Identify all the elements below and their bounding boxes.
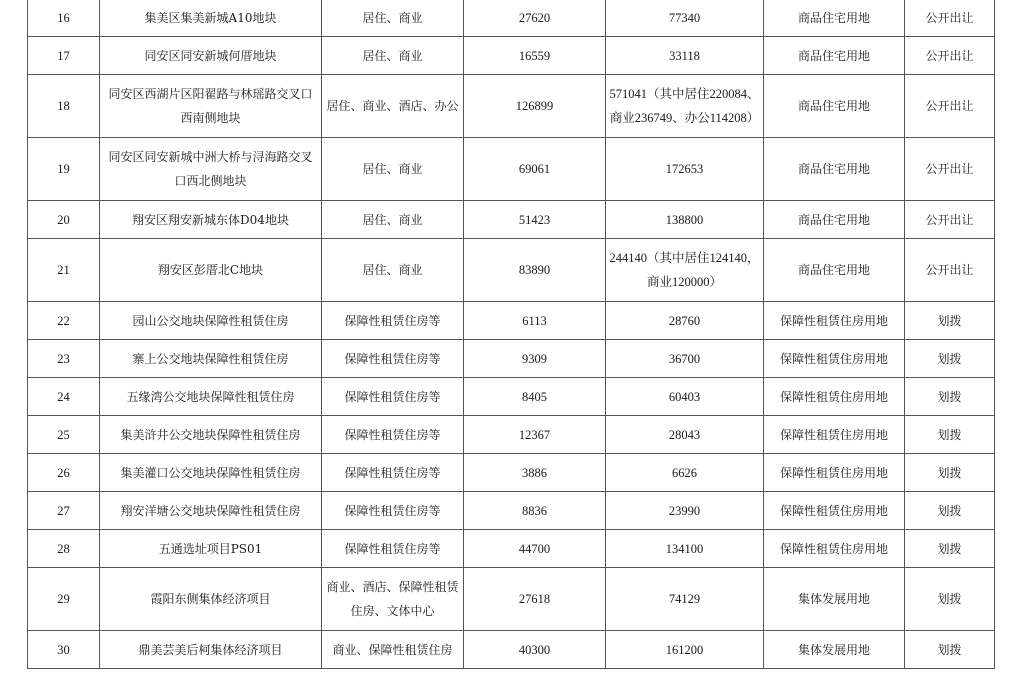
cell-land-type	[764, 138, 905, 201]
cell-floor-area	[606, 37, 764, 75]
cell-land-area-text: 3886	[522, 465, 547, 480]
cell-parcel-name-text: 同安区西湖片区阳翟路与林瑶路交叉口 西南侧地块	[108, 87, 313, 125]
cell-land-type-text: 保障性租赁住房用地	[779, 541, 888, 556]
cell-land-area	[464, 530, 606, 568]
cell-parcel-name	[100, 492, 322, 530]
cell-supply-method-text: 公开出让	[925, 99, 974, 113]
cell-floor-area-text: 244140（其中居住124140， 商业120000）	[609, 251, 760, 289]
cell-floor-area-text: 161200	[665, 642, 704, 657]
cell-no-text: 16	[57, 10, 70, 25]
cell-supply-method	[905, 302, 995, 340]
cell-supply-method	[905, 37, 995, 75]
cell-land-use-text: 保障性租赁住房等	[344, 427, 441, 442]
cell-parcel-name-text: 集美灌口公交地块保障性租赁住房	[120, 465, 301, 480]
table-row	[28, 568, 995, 631]
cell-floor-area-text: 6626	[672, 465, 697, 480]
cell-land-area	[464, 340, 606, 378]
cell-supply-method-text: 划拨	[937, 592, 962, 606]
cell-land-use-text: 居住、商业	[362, 48, 423, 63]
cell-supply-method-text: 公开出让	[925, 263, 974, 277]
table-row	[28, 340, 995, 378]
cell-supply-method	[905, 138, 995, 201]
cell-land-area-text: 51423	[518, 212, 551, 227]
cell-land-type-text: 集体发展用地	[797, 592, 870, 606]
cell-land-area-text: 16559	[518, 48, 551, 63]
cell-land-use	[322, 138, 464, 201]
cell-no	[28, 631, 100, 669]
cell-land-use	[322, 631, 464, 669]
cell-land-type	[764, 340, 905, 378]
table-row	[28, 302, 995, 340]
cell-land-type-text: 商品住宅用地	[797, 99, 870, 113]
cell-land-type	[764, 378, 905, 416]
cell-supply-method-text: 公开出让	[925, 162, 974, 176]
cell-land-area-text: 8836	[522, 503, 547, 518]
cell-land-type-text: 商品住宅用地	[797, 48, 870, 63]
cell-floor-area-text: 28760	[668, 313, 701, 328]
cell-floor-area	[606, 75, 764, 138]
cell-land-area-text: 12367	[518, 427, 551, 442]
cell-land-area-text: 40300	[518, 642, 551, 657]
cell-supply-method	[905, 201, 995, 239]
cell-floor-area	[606, 0, 764, 37]
cell-land-use-text: 居住、商业	[362, 212, 423, 227]
cell-no-text: 23	[57, 351, 70, 366]
cell-floor-area	[606, 340, 764, 378]
cell-supply-method-text: 划拨	[937, 313, 962, 328]
cell-floor-area-text: 33118	[669, 48, 700, 63]
cell-land-use	[322, 37, 464, 75]
cell-no	[28, 138, 100, 201]
cell-floor-area-text: 60403	[668, 389, 701, 404]
cell-supply-method-text: 公开出让	[925, 48, 974, 63]
cell-land-type	[764, 201, 905, 239]
table-row	[28, 0, 995, 37]
cell-land-use	[322, 416, 464, 454]
cell-land-type	[764, 302, 905, 340]
cell-supply-method-text: 划拨	[937, 503, 962, 518]
cell-land-type	[764, 568, 905, 631]
cell-floor-area	[606, 568, 764, 631]
cell-no	[28, 378, 100, 416]
table-row	[28, 454, 995, 492]
cell-parcel-name	[100, 75, 322, 138]
cell-floor-area-text: 172653	[665, 162, 704, 176]
cell-supply-method	[905, 631, 995, 669]
cell-land-area-text: 83890	[518, 263, 551, 277]
cell-land-type-text: 保障性租赁住房用地	[779, 389, 888, 404]
cell-parcel-name-text: 寨上公交地块保障性租赁住房	[132, 351, 289, 366]
cell-land-type	[764, 492, 905, 530]
cell-parcel-name	[100, 0, 322, 37]
cell-no-text: 22	[57, 313, 70, 328]
cell-no-text: 27	[57, 503, 70, 518]
table-row	[28, 239, 995, 302]
cell-land-type	[764, 631, 905, 669]
table-row	[28, 37, 995, 75]
cell-supply-method	[905, 530, 995, 568]
cell-parcel-name	[100, 631, 322, 669]
cell-parcel-name	[100, 416, 322, 454]
cell-supply-method	[905, 378, 995, 416]
cell-no	[28, 568, 100, 631]
cell-supply-method	[905, 568, 995, 631]
cell-parcel-name-text: 鼎美芸美后柯集体经济项目	[138, 642, 283, 657]
cell-land-use	[322, 492, 464, 530]
cell-parcel-name-text: 翔安区翔安新城东体D04地块	[132, 212, 289, 227]
cell-no	[28, 0, 100, 37]
cell-no-text: 28	[57, 541, 70, 556]
cell-floor-area	[606, 378, 764, 416]
cell-land-use-text: 居住、商业、酒店、办公	[326, 99, 459, 113]
cell-floor-area	[606, 138, 764, 201]
cell-no-text: 21	[57, 263, 70, 277]
cell-land-use	[322, 568, 464, 631]
cell-parcel-name	[100, 454, 322, 492]
cell-floor-area-text: 28043	[668, 427, 701, 442]
cell-no-text: 17	[57, 48, 70, 63]
cell-land-area-text: 27620	[518, 10, 551, 25]
cell-parcel-name-text: 同安区同安新城中洲大桥与浔海路交叉 口西北侧地块	[108, 150, 313, 188]
cell-floor-area-text: 36700	[668, 351, 701, 366]
cell-land-area	[464, 416, 606, 454]
cell-land-area-text: 8405	[522, 389, 547, 404]
table-row	[28, 378, 995, 416]
cell-land-type-text: 保障性租赁住房用地	[779, 465, 888, 480]
cell-supply-method-text: 划拨	[937, 465, 962, 480]
cell-land-use-text: 居住、商业	[362, 162, 423, 176]
cell-land-type	[764, 239, 905, 302]
cell-parcel-name-text: 园山公交地块保障性租赁住房	[132, 313, 289, 328]
cell-land-use-text: 居住、商业	[362, 263, 423, 277]
cell-land-type	[764, 454, 905, 492]
cell-land-area	[464, 492, 606, 530]
cell-no	[28, 239, 100, 302]
cell-floor-area-text: 138800	[665, 212, 704, 227]
cell-no	[28, 416, 100, 454]
cell-land-area	[464, 302, 606, 340]
cell-parcel-name	[100, 239, 322, 302]
cell-floor-area	[606, 530, 764, 568]
cell-no	[28, 492, 100, 530]
cell-supply-method-text: 公开出让	[925, 10, 974, 25]
cell-no	[28, 37, 100, 75]
cell-no	[28, 530, 100, 568]
cell-land-use	[322, 454, 464, 492]
land-table-page	[27, 0, 994, 669]
cell-parcel-name-text: 五通选址项目PS01	[158, 541, 263, 556]
cell-land-area	[464, 568, 606, 631]
cell-supply-method	[905, 340, 995, 378]
cell-land-type	[764, 416, 905, 454]
cell-land-use-text: 保障性租赁住房等	[344, 465, 441, 480]
cell-supply-method	[905, 454, 995, 492]
cell-no-text: 24	[57, 389, 70, 404]
cell-floor-area-text: 571041（其中居住220084、 商业236749、办公114208）	[609, 87, 760, 125]
cell-land-use-text: 保障性租赁住房等	[344, 541, 441, 556]
cell-floor-area	[606, 631, 764, 669]
cell-land-use-text: 保障性租赁住房等	[344, 313, 441, 328]
cell-land-type	[764, 0, 905, 37]
cell-land-type-text: 保障性租赁住房用地	[779, 351, 888, 366]
cell-parcel-name	[100, 568, 322, 631]
cell-floor-area	[606, 416, 764, 454]
cell-floor-area	[606, 492, 764, 530]
cell-supply-method	[905, 239, 995, 302]
cell-parcel-name-text: 集美区集美新城A10地块	[144, 10, 277, 25]
cell-parcel-name	[100, 138, 322, 201]
cell-land-area	[464, 75, 606, 138]
cell-land-type	[764, 37, 905, 75]
cell-land-use-text: 商业、保障性租赁住房	[332, 642, 453, 657]
table-row	[28, 416, 995, 454]
cell-supply-method-text: 划拨	[937, 427, 962, 442]
cell-parcel-name-text: 翔安区彭厝北C地块	[157, 263, 264, 277]
cell-no	[28, 201, 100, 239]
cell-land-type-text: 商品住宅用地	[797, 263, 870, 277]
cell-no-text: 20	[57, 212, 70, 227]
cell-land-area	[464, 239, 606, 302]
cell-no	[28, 454, 100, 492]
cell-parcel-name	[100, 378, 322, 416]
cell-no-text: 29	[57, 592, 70, 606]
cell-floor-area	[606, 239, 764, 302]
cell-land-use	[322, 0, 464, 37]
cell-no	[28, 75, 100, 138]
cell-floor-area-text: 134100	[665, 541, 704, 556]
cell-land-use-text: 保障性租赁住房等	[344, 351, 441, 366]
cell-land-type-text: 保障性租赁住房用地	[779, 503, 888, 518]
table-row	[28, 492, 995, 530]
cell-land-use	[322, 340, 464, 378]
cell-land-area	[464, 138, 606, 201]
cell-parcel-name	[100, 201, 322, 239]
cell-no-text: 19	[57, 162, 70, 176]
table-body	[28, 0, 995, 669]
cell-land-type-text: 商品住宅用地	[797, 162, 870, 176]
cell-floor-area-text: 77340	[668, 10, 701, 25]
cell-no	[28, 302, 100, 340]
cell-land-use	[322, 201, 464, 239]
cell-parcel-name	[100, 302, 322, 340]
cell-supply-method-text: 公开出让	[925, 212, 974, 227]
cell-supply-method-text: 划拨	[937, 389, 962, 404]
cell-supply-method	[905, 492, 995, 530]
cell-land-area	[464, 631, 606, 669]
cell-land-area	[464, 0, 606, 37]
cell-no-text: 18	[57, 99, 70, 113]
cell-parcel-name-text: 集美浒井公交地块保障性租赁住房	[120, 427, 301, 442]
cell-parcel-name	[100, 530, 322, 568]
cell-no-text: 26	[57, 465, 70, 480]
cell-supply-method-text: 划拨	[937, 642, 962, 657]
cell-land-type-text: 商品住宅用地	[797, 10, 870, 25]
cell-no-text: 25	[57, 427, 70, 442]
cell-no	[28, 340, 100, 378]
cell-land-use-text: 保障性租赁住房等	[344, 503, 441, 518]
cell-land-area	[464, 454, 606, 492]
cell-land-use	[322, 239, 464, 302]
cell-land-area	[464, 37, 606, 75]
cell-parcel-name	[100, 340, 322, 378]
cell-parcel-name-text: 五缘湾公交地块保障性租赁住房	[126, 389, 295, 404]
cell-land-type	[764, 75, 905, 138]
cell-land-type-text: 商品住宅用地	[797, 212, 870, 227]
cell-floor-area	[606, 454, 764, 492]
cell-supply-method-text: 划拨	[937, 541, 962, 556]
cell-land-area	[464, 201, 606, 239]
cell-floor-area	[606, 201, 764, 239]
cell-supply-method	[905, 0, 995, 37]
cell-floor-area-text: 23990	[668, 503, 701, 518]
cell-supply-method	[905, 75, 995, 138]
cell-land-use	[322, 302, 464, 340]
table-row	[28, 138, 995, 201]
cell-land-area-text: 69061	[518, 162, 551, 176]
cell-land-use	[322, 530, 464, 568]
land-parcel-table	[27, 0, 995, 669]
cell-no-text: 30	[57, 642, 70, 657]
cell-land-area-text: 9309	[522, 351, 547, 366]
cell-land-area-text: 44700	[518, 541, 551, 556]
cell-parcel-name-text: 翔安洋塘公交地块保障性租赁住房	[120, 503, 301, 518]
cell-parcel-name	[100, 37, 322, 75]
table-row	[28, 631, 995, 669]
cell-land-use	[322, 75, 464, 138]
cell-land-use	[322, 378, 464, 416]
cell-land-area	[464, 378, 606, 416]
table-row	[28, 530, 995, 568]
cell-land-area-text: 6113	[522, 313, 547, 328]
table-row	[28, 75, 995, 138]
table-row	[28, 201, 995, 239]
cell-land-use-text: 居住、商业	[362, 10, 423, 25]
cell-land-area-text: 126899	[515, 99, 554, 113]
cell-land-type-text: 保障性租赁住房用地	[779, 313, 888, 328]
cell-parcel-name-text: 霞阳东侧集体经济项目	[150, 592, 271, 606]
cell-land-type-text: 保障性租赁住房用地	[779, 427, 888, 442]
cell-land-type-text: 集体发展用地	[797, 642, 870, 657]
cell-land-use-text: 商业、酒店、保障性租赁 住房、文体中心	[326, 580, 459, 618]
cell-parcel-name-text: 同安区同安新城何厝地块	[144, 48, 277, 63]
cell-floor-area-text: 74129	[668, 592, 701, 606]
cell-supply-method	[905, 416, 995, 454]
cell-land-type	[764, 530, 905, 568]
cell-supply-method-text: 划拨	[937, 351, 962, 366]
cell-land-area-text: 27618	[518, 592, 551, 606]
cell-land-use-text: 保障性租赁住房等	[344, 389, 441, 404]
cell-floor-area	[606, 302, 764, 340]
